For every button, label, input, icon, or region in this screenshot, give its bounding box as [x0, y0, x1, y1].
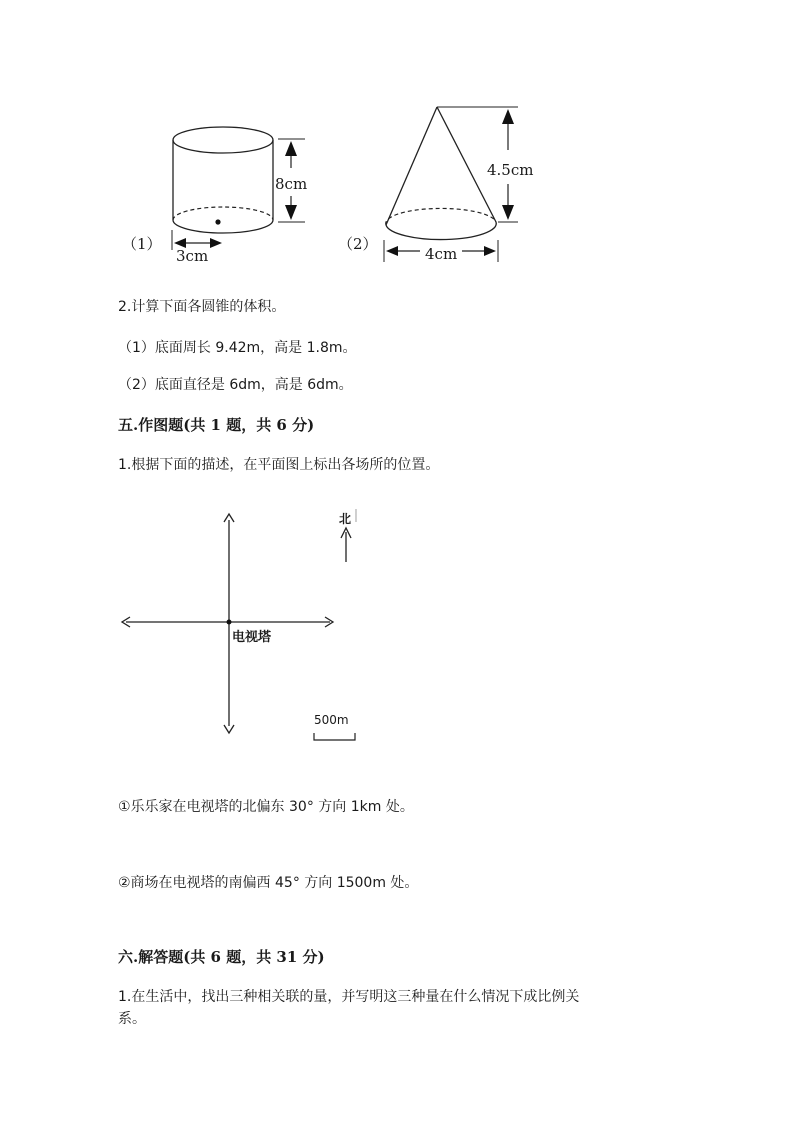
section5-heading: 五.作图题(共 1 题，共 6 分)	[118, 416, 315, 434]
scale-bar	[314, 733, 355, 740]
tv-tower-label: 电视塔	[232, 630, 272, 645]
tv-tower-point	[227, 620, 232, 625]
section6-q1-line2: 系。	[118, 1011, 146, 1027]
cone-height-label: 4.5cm	[487, 161, 534, 179]
q2-title: 2.计算下面各圆锥的体积。	[118, 299, 286, 315]
q2-item-1: （1）底面周长 9.42m，高是 1.8m。	[118, 340, 357, 356]
section5-q1: 1.根据下面的描述，在平面图上标出各场所的位置。	[118, 457, 440, 473]
section5-item-1: ①乐乐家在电视塔的北偏东 30° 方向 1km 处。	[118, 799, 414, 815]
section6-heading: 六.解答题(共 6 题，共 31 分)	[118, 948, 325, 966]
figure-2-label: （2）	[338, 235, 378, 253]
cylinder-radius-label: 3cm	[176, 247, 209, 265]
scale-label: 500m	[314, 713, 349, 727]
figure-1-label: （1）	[122, 235, 162, 253]
q2-item-2: （2）底面直径是 6dm，高是 6dm。	[118, 377, 353, 393]
section5-item-2: ②商场在电视塔的南偏西 45° 方向 1500m 处。	[118, 875, 419, 891]
cylinder-height-label: 8cm	[275, 175, 308, 193]
cone-diameter-label: 4cm	[425, 245, 458, 263]
section6-q1-line1: 1.在生活中，找出三种相关联的量，并写明这三种量在什么情况下成比例关	[118, 989, 580, 1005]
north-label: 北	[339, 512, 352, 526]
